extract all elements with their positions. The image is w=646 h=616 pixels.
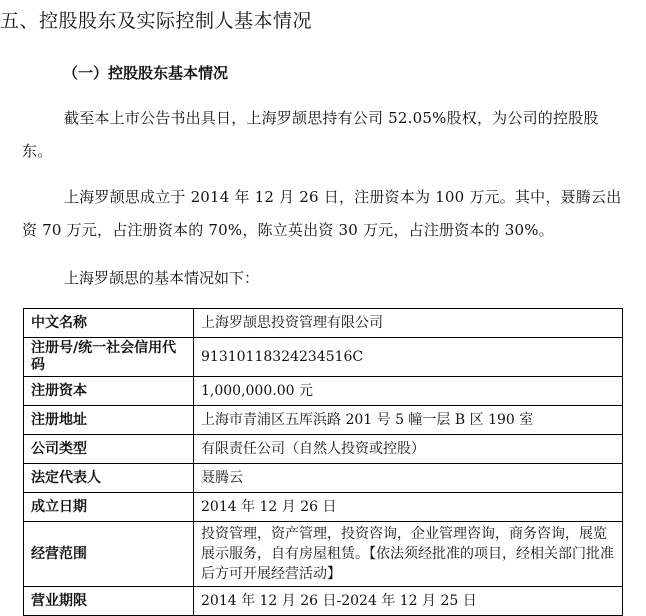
table-row [24,522,623,587]
row-label: 营业期限 [24,587,194,616]
paragraph-controlling-shareholder: 截至本上市公告书出具日，上海罗颉思持有公司 52.05%股权，为公司的控股股东。 [22,109,599,160]
row-value: 2014 年 12 月 26 日-2024 年 12 月 25 日 [194,587,623,616]
row-value: 上海罗颉思投资管理有限公司 [194,309,623,338]
row-value: 1,000,000.00 元 [194,377,623,406]
row-value: 91310118324234516C [194,338,623,377]
row-value: 有限责任公司（自然人投资或控股） [194,435,623,464]
row-label: 注册地址 [24,406,194,435]
row-label: 注册资本 [24,377,194,406]
table-row [24,493,623,522]
table-row [24,338,623,377]
row-value: 投资管理，资产管理，投资咨询，企业管理咨询，商务咨询，展览展示服务，自有房屋租赁。【依法须经批准的项目，经相关部门批准后方可开展经营活动】 [194,522,623,587]
table-row [24,406,623,435]
table-row [24,377,623,406]
row-label: 经营范围 [24,522,194,587]
company-info-table [23,308,623,616]
table-row [24,464,623,493]
paragraph-intro-table: 上海罗颉思的基本情况如下： [64,269,260,287]
row-label: 公司类型 [24,435,194,464]
row-label: 法定代表人 [24,464,194,493]
row-value: 上海市青浦区五厍浜路 201 号 5 幢一层 B 区 190 室 [194,406,623,435]
table-row [24,587,623,616]
row-label: 中文名称 [24,309,194,338]
row-value: 2014 年 12 月 26 日 [194,493,623,522]
row-value: 聂腾云 [194,464,623,493]
row-label: 成立日期 [24,493,194,522]
table-row [24,309,623,338]
paragraph-establishment: 上海罗颉思成立于 2014 年 12 月 26 日，注册资本为 100 万元。其中，聂腾云出资 70 万元，占注册资本的 70%，陈立英出资 30 万元，占注册资本的 30%。 [22,188,622,239]
row-label: 注册号/统一社会信用代码 [24,338,194,377]
table-row [24,435,623,464]
subsection-heading: （一）控股股东基本情况 [63,64,229,82]
section-heading: 五、控股股东及实际控制人基本情况 [0,10,313,32]
